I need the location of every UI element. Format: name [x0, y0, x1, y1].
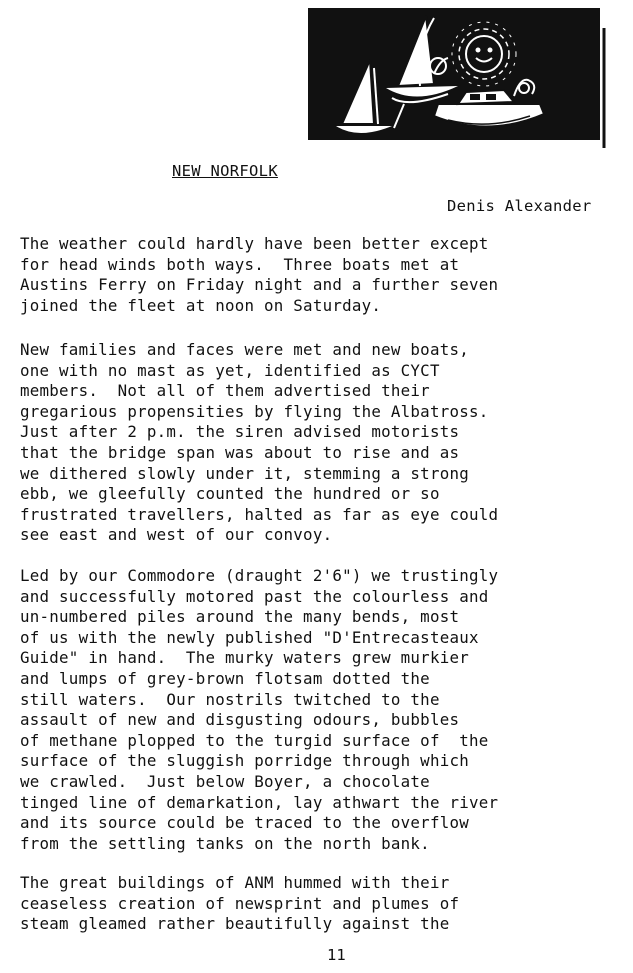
- sailing-illustration: [308, 8, 608, 148]
- text-line: Guide" in hand. The murky waters grew murkier: [20, 648, 469, 668]
- article-author: Denis Alexander: [447, 197, 592, 215]
- text-line: one with no mast as yet, identified as CYCT: [20, 360, 440, 380]
- text-line: The great buildings of ANM hummed with their: [20, 873, 450, 892]
- text-line: and its source could be traced to the overflow: [20, 813, 469, 833]
- text-line: of methane plopped to the turgid surface of the: [20, 730, 489, 750]
- text-line: and successfully motored past the colourless and: [20, 586, 489, 606]
- text-line: we dithered slowly under it, stemming a strong: [20, 463, 469, 483]
- text-line: still waters. Our nostrils twitched to the: [20, 689, 440, 709]
- paragraph: [20, 234, 632, 316]
- text-line: ebb, we gleefully counted the hundred or so: [20, 484, 440, 504]
- text-line: New families and faces were met and new boats,: [20, 340, 469, 359]
- text-line: and lumps of grey-brown flotsam dotted the: [20, 668, 430, 688]
- text-line: steam gleamed rather beautifully against the: [20, 914, 450, 934]
- text-line: that the bridge span was about to rise and as: [20, 442, 460, 462]
- text-line: Austins Ferry on Friday night and a further seven: [20, 275, 499, 295]
- text-line: Led by our Commodore (draught 2'6") we trustingly: [20, 566, 499, 585]
- text-line: The weather could hardly have been better except: [20, 234, 489, 253]
- text-line: of us with the newly published "D'Entrecasteaux: [20, 627, 479, 647]
- text-line: frustrated travellers, halted as far as eye could: [20, 504, 499, 524]
- text-line: see east and west of our convoy.: [20, 525, 333, 545]
- paragraph: [20, 873, 632, 935]
- text-line: joined the fleet at noon on Saturday.: [20, 295, 382, 315]
- text-line: gregarious propensities by flying the Albatross.: [20, 401, 489, 421]
- text-line: ceaseless creation of newsprint and plumes of: [20, 893, 460, 913]
- text-line: Just after 2 p.m. the siren advised motorists: [20, 422, 460, 442]
- paragraph: [20, 566, 632, 854]
- text-line: assault of new and disgusting odours, bubbles: [20, 710, 460, 730]
- text-line: surface of the sluggish porridge through which: [20, 751, 469, 771]
- text-line: for head winds both ways. Three boats met at: [20, 254, 460, 274]
- text-line: members. Not all of them advertised their: [20, 381, 430, 401]
- text-line: tinged line of demarkation, lay athwart the river: [20, 792, 499, 812]
- text-line: un-numbered piles around the many bends, most: [20, 607, 460, 627]
- article-title: NEW NORFOLK: [172, 162, 278, 180]
- text-line: from the settling tanks on the north bank.: [20, 833, 430, 853]
- text-line: we crawled. Just below Boyer, a chocolate: [20, 771, 430, 791]
- page-number: 11: [327, 946, 346, 964]
- paragraph: [20, 340, 632, 546]
